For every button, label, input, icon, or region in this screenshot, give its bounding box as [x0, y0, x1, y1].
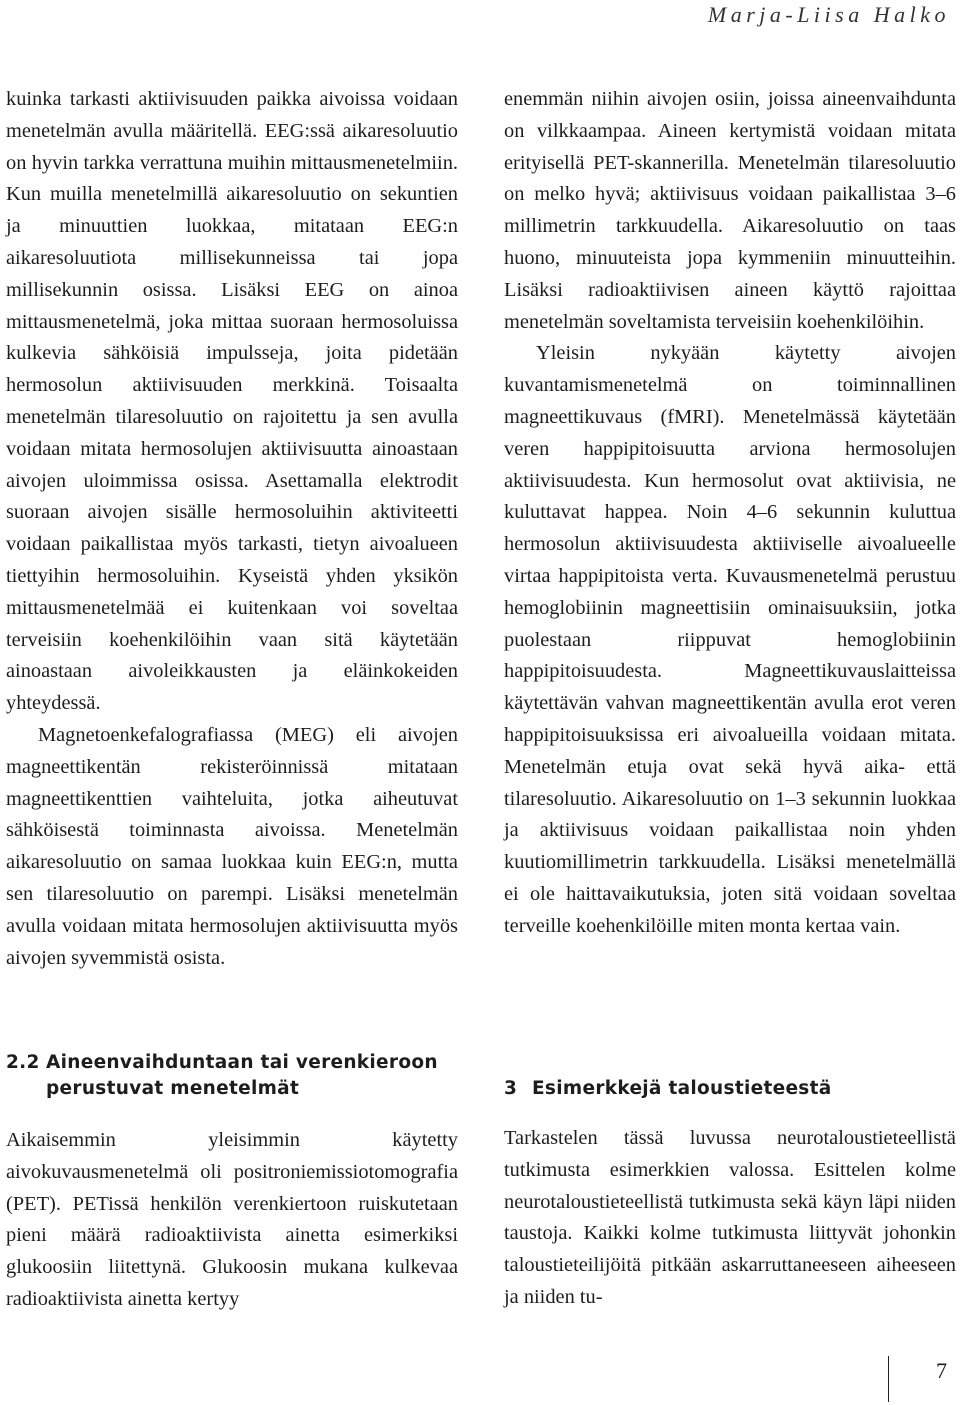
section-title-line-2: perustuvat menetelmät	[46, 1078, 300, 1099]
section-title: Esimerkkejä taloustieteestä	[532, 1078, 832, 1099]
section-number: 3	[504, 1078, 518, 1099]
section-number: 2.2	[6, 1052, 40, 1073]
body-paragraph: kuinka tarkasti aktiivisuuden paikka aivoissa voidaan menetelmän avulla määritellä. EEG:ssä aikaresoluutio on hyvin tarkka verrattuna muihin mittausmenetelmiin. Kun muilla menetelmillä aikaresoluutio on sekuntien ja minuuttien luokkaa, mitataan EEG:n aikaresoluutiota millisekunneissa tai jopa millisekunnin osissa. Lisäksi EEG on ainoa mittausmenetelmä, joka mittaa suoraan hermosoluissa kulkevia sähköisiä impulsseja, joita pidetään hermosolun aktiivisuuden merkkinä. Toisaalta menetelmän tilaresoluutio on rajoitettu ja sen avulla voidaan mitata hermosolujen aktiivisuutta ainoastaan aivojen uloimmissa osissa. Asettamalla elektrodit suoraan aivojen sisälle hermosoluihin aktiviteetti voidaan paikallistaa myös tarkasti, tietyn aivoalueen tiettyihin hermosoluihin. Kyseistä yhden yksikön mittausmenetelmää ei kuitenkaan voi soveltaa terveisiin koehenkilöihin vaan sitä käytetään ainoastaan aivoleikkausten ja eläinkokeiden yhteydessä.	[6, 88, 458, 715]
body-paragraph: Aikaisemmin yleisimmin käytetty aivokuvausmenetelmä oli positroniemissiotomografia (PET). PETissä henkilön verenkiertoon ruiskutetaan pieni määrä radioaktiivista ainetta esimerkiksi glukoosiin liitettynä. Glukoosin mukana kulkevaa radioaktiivista ainetta kertyy	[6, 1129, 458, 1310]
page-number-rule	[888, 1356, 889, 1402]
section-title-line-1: Aineenvaihduntaan tai verenkieroon	[46, 1052, 438, 1073]
running-head-author: Marja-Liisa Halko	[707, 2, 950, 27]
left-column-text	[6, 84, 458, 974]
left-column-section-text	[6, 1125, 458, 1316]
body-paragraph: Tarkastelen tässä luvussa neurotaloustieteellistä tutkimusta esimerkkien valossa. Esittelen kolme neurotaloustieteellistä tutkimusta sekä käyn läpi niiden taustoja. Kaikki kolme tutkimusta liittyvät johonkin taloustieteilijöitä pitkään askarruttaneeseen aiheeseen ja niiden tu-	[504, 1127, 956, 1308]
body-paragraph: Magnetoenkefalografiassa (MEG) eli aivojen magneettikentän rekisteröinnissä mitataan magneettikenttien vaihteluita, jotka aiheutuvat sähköisestä toiminnasta aivoissa. Menetelmän aikaresoluutio on samaa luokkaa kuin EEG:n, mutta sen tilaresoluutio on parempi. Lisäksi menetelmän avulla voidaan mitata hermosolujen aktiivisuutta myös aivojen syvemmistä osista.	[6, 723, 458, 969]
right-column-text	[504, 84, 956, 943]
body-paragraph: Yleisin nykyään käytetty aivojen kuvantamismenetelmä on toiminnallinen magneettikuvaus (fMRI). Menetelmässä käytetään veren happipitoisuutta arviona hermosolujen aktiivisuudesta. Kun hermosolut ovat aktiivisia, ne kuluttavat happea. Noin 4–6 sekunnin kuluttua hermosolun aktiivisuudesta aktiiviselle aivoalueelle virtaa happipitoista verta. Kuvausmenetelmä perustuu hemoglobiinin magneettisiin ominaisuuksiin, jotka puolestaan riippuvat hemoglobiinin happipitoisuudesta. Magneettikuvauslaitteissa käytettävän vahvan magneettikentän avulla erot veren happipitoisuuksissa eri aivoalueilla voidaan mitata. Menetelmän etuja ovat sekä hyvä aika- että tilaresoluutio. Aikaresoluutio on 1–3 sekunnin luokkaa ja aktiivisuus voidaan paikallistaa noin yhden kuutiomillimetrin tarkkuudella. Lisäksi menetelmällä ei ole haittavaikutuksia, joten sitä voidaan soveltaa terveille koehenkilöille miten monta kertaa vain.	[504, 342, 956, 937]
page-number: 7	[936, 1358, 947, 1383]
section-heading-2-2	[6, 1050, 458, 1102]
right-column-section-text	[504, 1123, 956, 1314]
body-paragraph: enemmän niihin aivojen osiin, joissa aineenvaihdunta on vilkkaampaa. Aineen kertymistä voidaan mitata erityisellä PET-skannerilla. Menetelmän tilaresoluutio on melko hyvä; aktiivisuus voidaan paikallistaa 3–6 millimetrin tarkkuudella. Aikaresoluutio on taas huono, minuuteista jopa kymmeniin minuutteihin. Lisäksi radioaktiivisen aineen käyttö rajoittaa menetelmän soveltamista terveisiin koehenkilöihin.	[504, 88, 956, 333]
section-heading-3	[504, 1076, 956, 1102]
